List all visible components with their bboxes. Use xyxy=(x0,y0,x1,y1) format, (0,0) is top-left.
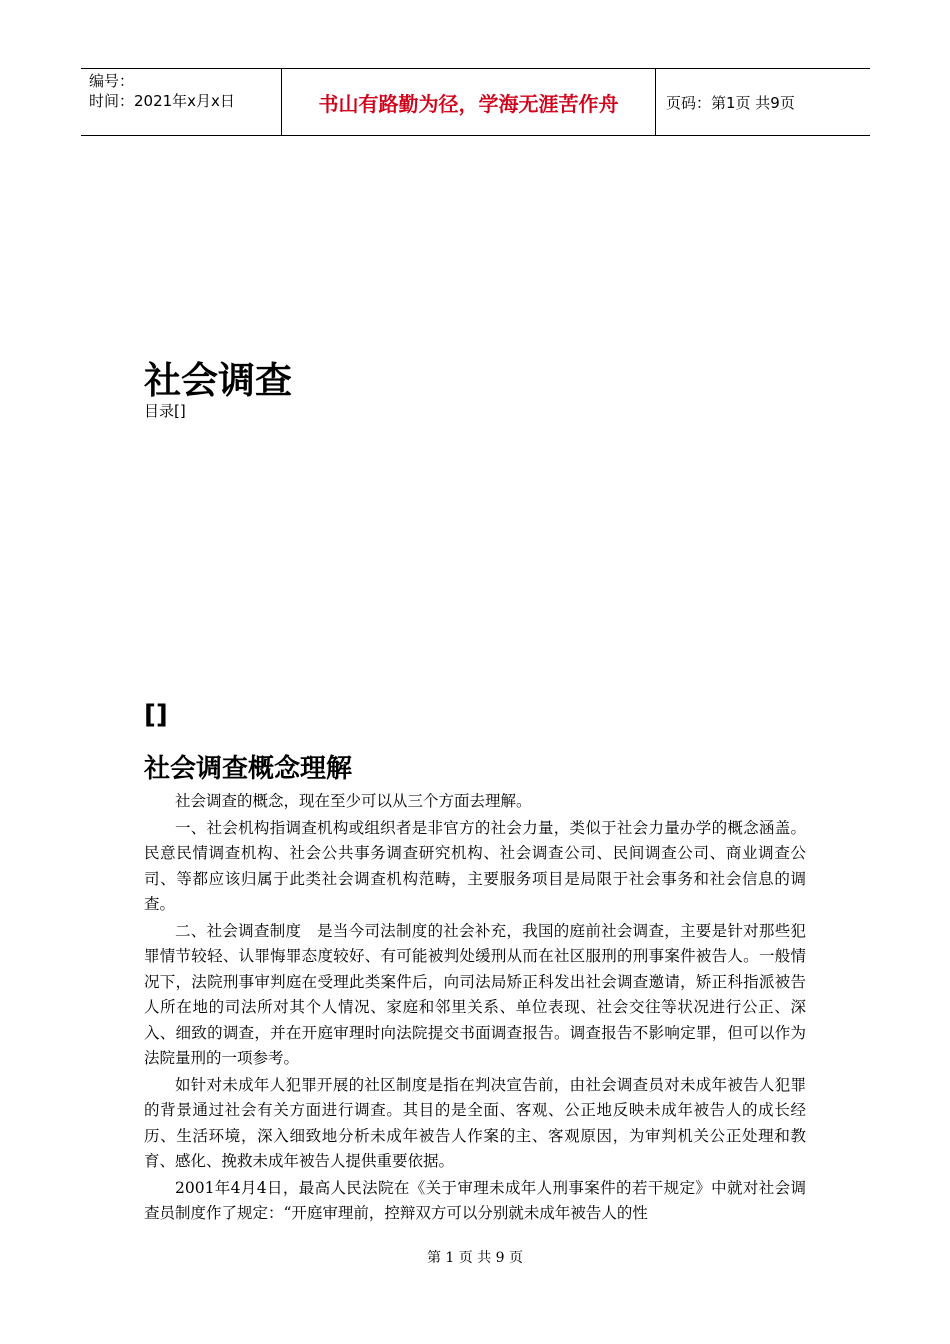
paragraph: 2001年4月4日，最高人民法院在《关于审理未成年人刑事案件的若干规定》中就对社会调查员制度作了规定：“开庭审理前，控辩双方可以分别就未成年被告人的性 xyxy=(144,1178,806,1222)
header-page-info: 页码：第1页 共9页 xyxy=(666,93,795,112)
page-footer: 第 1 页 共 9 页 xyxy=(426,1250,524,1266)
paragraph: 二、社会调查制度 是当今司法制度的社会补充，我国的庭前社会调查，主要是针对那些犯罪情节较轻、认罪悔罪态度较好、有可能被判处缓刑从而在社区服刑的刑事案件被告人。一般情况下，法院刑事审判庭在受理此类案件后，向司法局矫正科发出社会调查邀请，矫正科指派被告人所在地的司法所对其个人情况、家庭和邻里关系、单位表现、社会交往等状况进行公正、深入、细致的调查，并在开庭审理时向法院提交书面调查报告。调查报告不影响定罪，但可以作为法院量刑的一项参考。 xyxy=(144,921,806,1067)
paragraph: 一、社会机构指调查机构或组织者是非官方的社会力量，类似于社会力量办学的概念涵盖。民意民情调查机构、社会公共事务调查研究机构、社会调查公司、民间调查公司、商业调查公司、等都应该归属于此类社会调查机构范畴，主要服务项目是局限于社会事务和社会信息的调查。 xyxy=(144,818,806,913)
time-label: 时间：2021年x月x日 xyxy=(89,92,235,110)
header-motto: 书山有路勤为径，学海无涯苦作舟 xyxy=(282,69,656,135)
paragraph: 社会调查的概念，现在至少可以从三个方面去理解。 xyxy=(175,792,532,810)
document-title: 社会调查 xyxy=(144,359,292,402)
section-heading: 社会调查概念理解 xyxy=(144,754,353,784)
body-text xyxy=(144,789,806,1228)
number-label: 编号： xyxy=(89,72,135,90)
page-header xyxy=(81,68,870,136)
toc-link[interactable]: 目录[] xyxy=(144,402,186,420)
paragraph: 如针对未成年人犯罪开展的社区制度是指在判决宣告前，由社会调查员对未成年被告人犯罪的背景通过社会有关方面进行调查。其目的是全面、客观、公正地反映未成年被告人的成长经历、生活环境，深入细致地分析未成年被告人作案的主、客观原因，为审判机关公正处理和教育、感化、挽救未成年被告人提供重要依据。 xyxy=(144,1075,806,1170)
header-meta xyxy=(81,69,282,135)
section-marker: [] xyxy=(144,700,168,730)
